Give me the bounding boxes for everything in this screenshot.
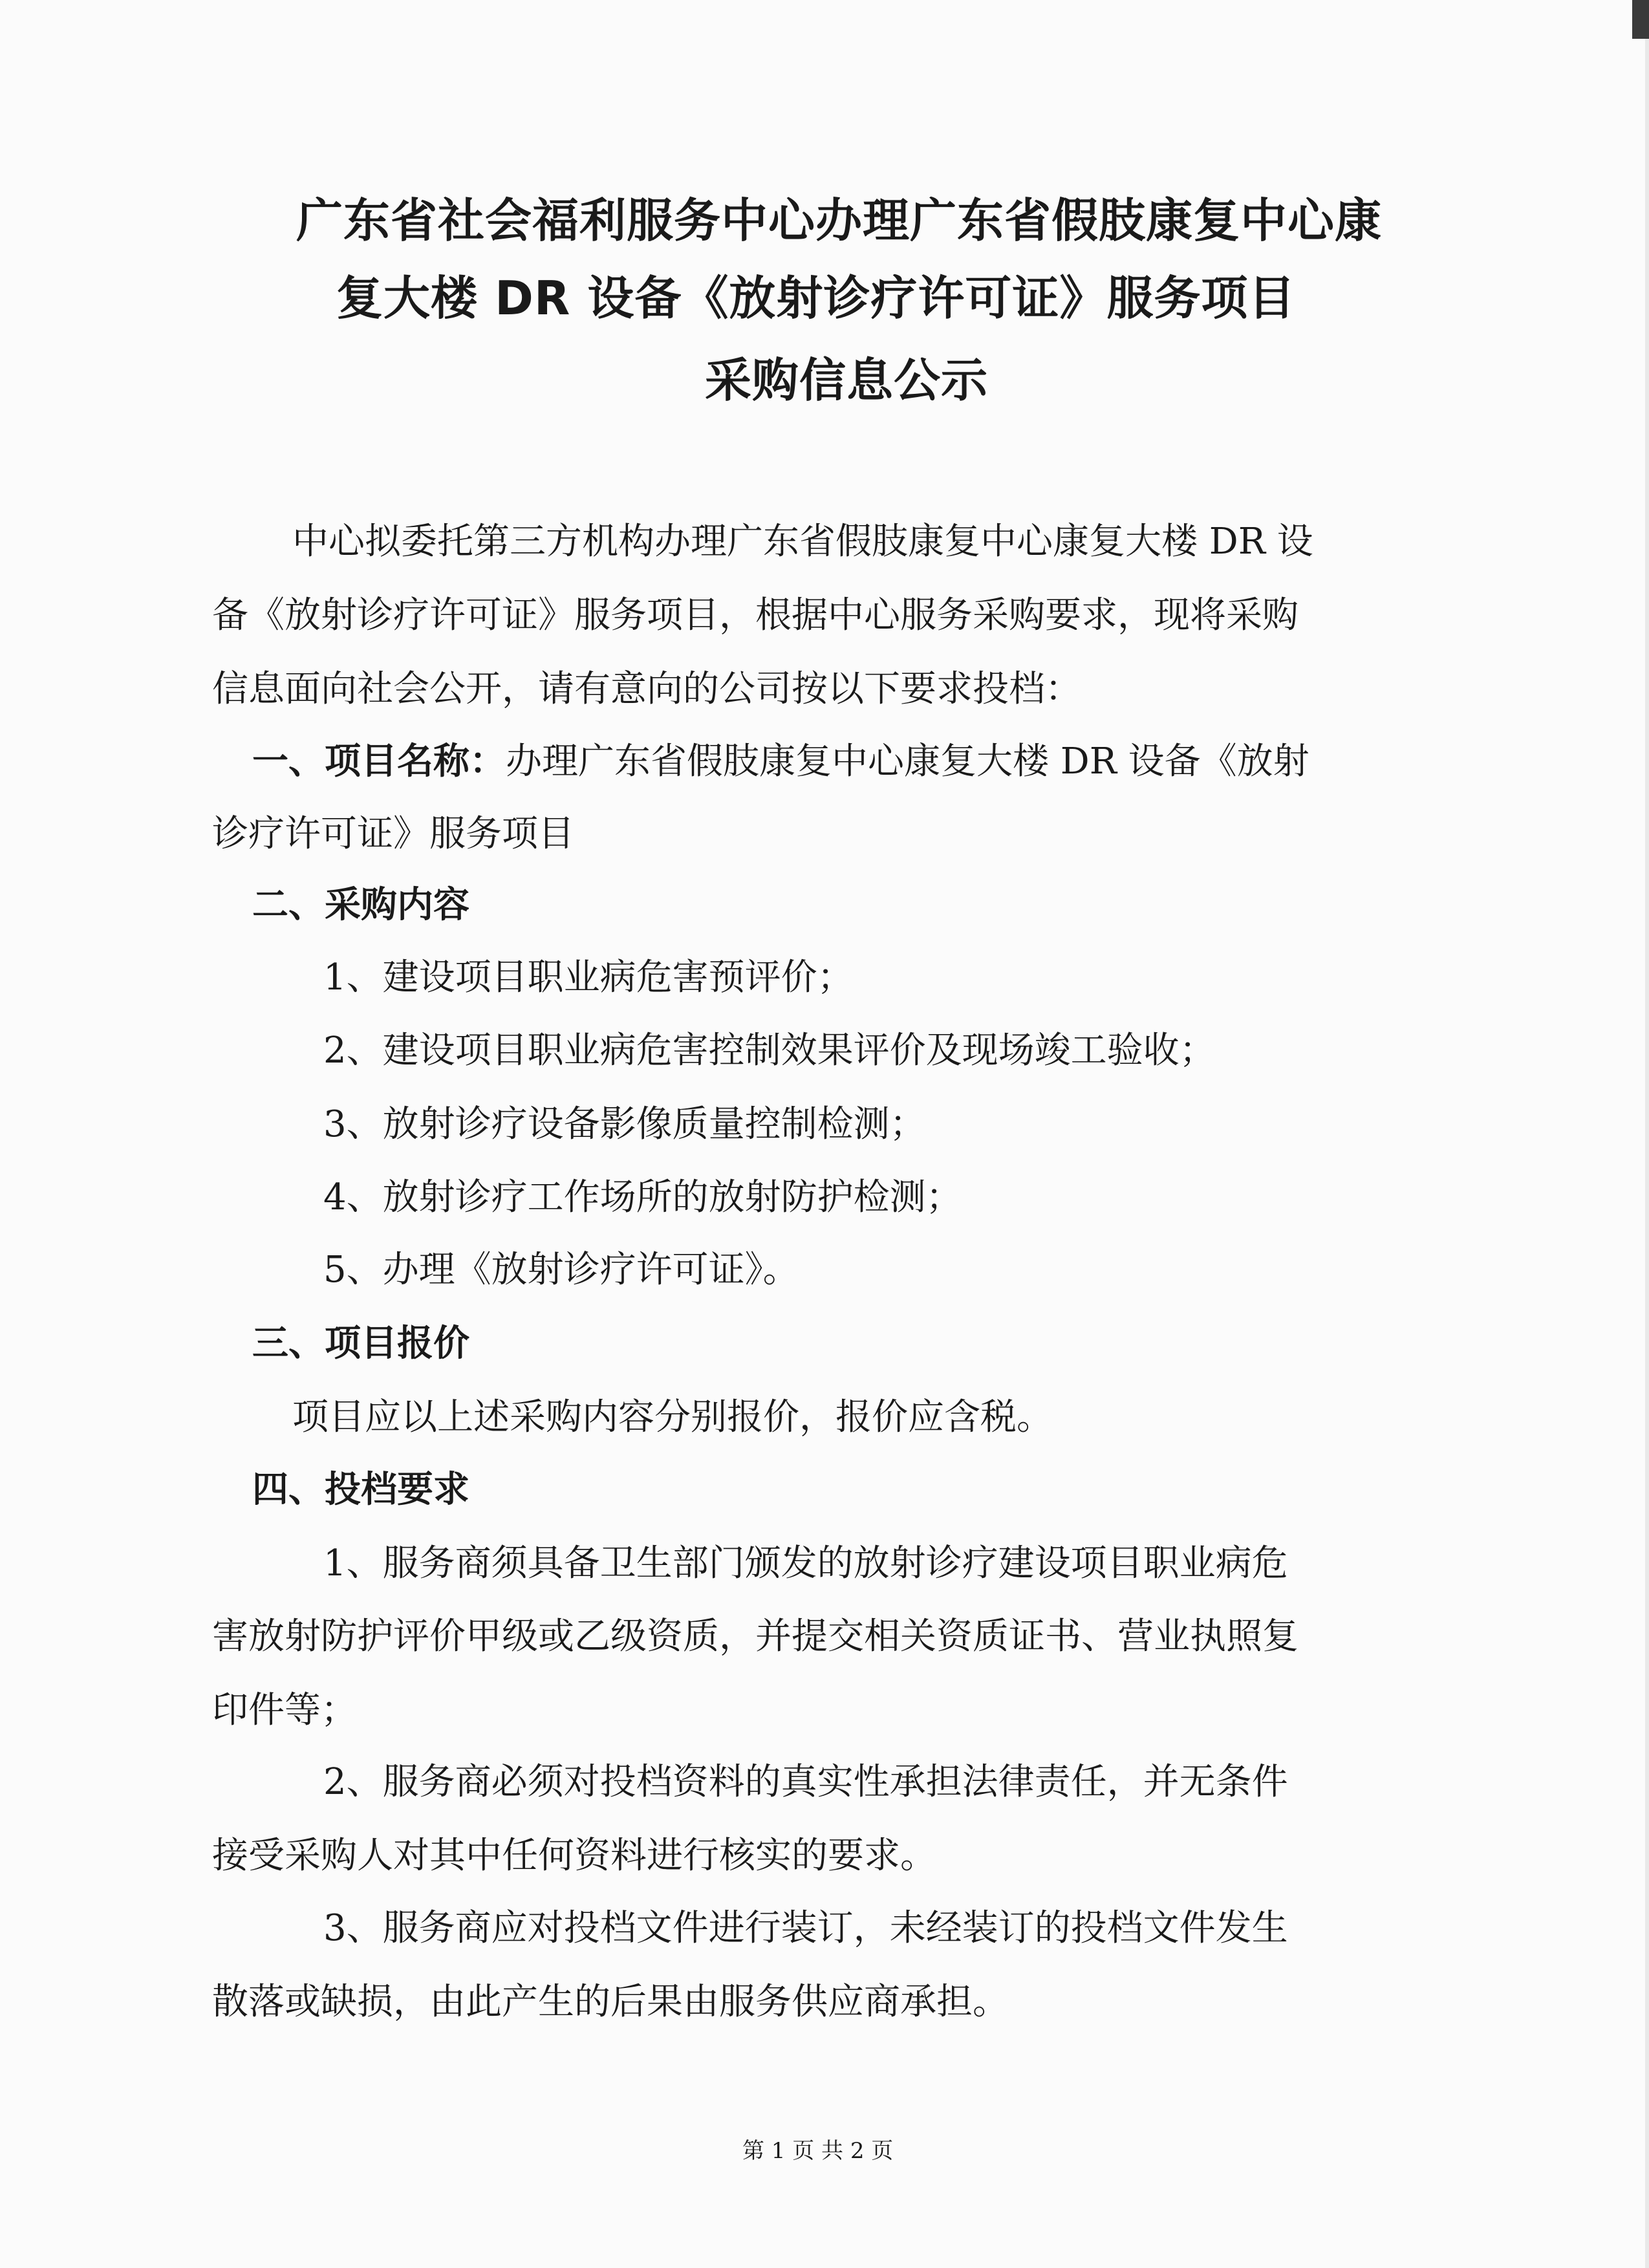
section-2-item-5: 5、办理《放射诊疗许可证》。 [323, 1249, 799, 1291]
section-3-heading: 三、项目报价 [252, 1323, 469, 1365]
section-1-text: 办理广东省假肢康复中心康复大楼 DR 设备《放射 [506, 740, 1310, 783]
scan-edge-mark [1632, 0, 1649, 39]
section-4-req-1-line-3: 印件等； [212, 1689, 357, 1731]
section-4-req-3-line-1: 3、服务商应对投档文件进行装订，未经装订的投档文件发生 [323, 1907, 1288, 1949]
intro-line-2: 备《放射诊疗许可证》服务项目，根据中心服务采购要求，现将采购 [212, 594, 1299, 636]
section-4-req-2-line-2: 接受采购人对其中任何资料进行核实的要求。 [212, 1835, 936, 1877]
section-1-heading: 一、项目名称： [252, 740, 506, 783]
section-4-heading: 四、投档要求 [252, 1469, 469, 1511]
section-1-line-1 [252, 740, 1310, 783]
section-2-item-3: 3、放射诊疗设备影像质量控制检测； [323, 1103, 926, 1145]
section-2-item-2: 2、建设项目职业病危害控制效果评价及现场竣工验收； [323, 1030, 1216, 1072]
title-line-2: 复大楼 DR 设备《放射诊疗许可证》服务项目 [336, 271, 1296, 325]
page-number: 第 1 页 共 2 页 [742, 2138, 894, 2164]
scan-edge-shadow [1645, 39, 1649, 2268]
intro-line-3: 信息面向社会公开，请有意向的公司按以下要求投档： [212, 668, 1081, 710]
section-4-req-2-line-1: 2、服务商必须对投档资料的真实性承担法律责任，并无条件 [323, 1761, 1288, 1803]
section-2-item-1: 1、建设项目职业病危害预评价； [323, 956, 854, 999]
title-line-3: 采购信息公示 [705, 353, 989, 407]
section-2-heading: 二、采购内容 [252, 884, 469, 926]
section-1-line-2: 诊疗许可证》服务项目 [212, 813, 574, 855]
section-4-req-1-line-1: 1、服务商须具备卫生部门颁发的放射诊疗建设项目职业病危 [323, 1542, 1288, 1584]
section-4-req-3-line-2: 散落或缺损，由此产生的后果由服务供应商承担。 [212, 1981, 1009, 2023]
section-3-text: 项目应以上述采购内容分别报价，报价应含税。 [292, 1396, 1053, 1438]
title-line-1: 广东省社会福利服务中心办理广东省假肢康复中心康 [296, 193, 1383, 248]
intro-line-1: 中心拟委托第三方机构办理广东省假肢康复中心康复大楼 DR 设 [292, 521, 1313, 563]
section-4-req-1-line-2: 害放射防护评价甲级或乙级资质，并提交相关资质证书、营业执照复 [212, 1615, 1299, 1658]
section-2-item-4: 4、放射诊疗工作场所的放射防护检测； [323, 1176, 962, 1218]
